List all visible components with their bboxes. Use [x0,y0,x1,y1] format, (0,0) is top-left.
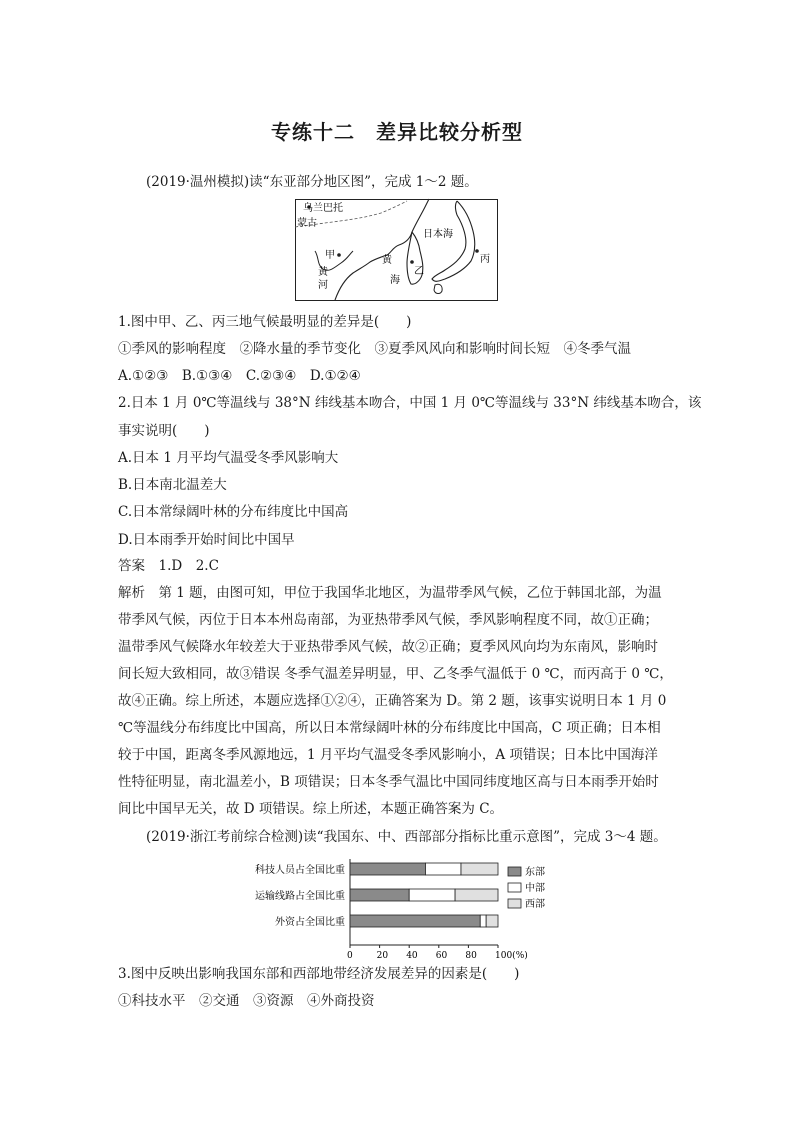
q1-choices: A.①②③ B.①③④ C.②③④ D.①②④ [118,368,361,384]
q2-option-c: C.日本常绿阔叶林的分布纬度比中国高 [118,504,349,520]
legend-label: 中部 [525,883,545,894]
category-label: 外资占全国比重 [275,917,345,928]
analysis-line-7: 较于中国，距离冬季风源地远，1 月平均气温受冬季风影响小，A 项错误；日本比中国海洋 [118,747,658,763]
label-yellow-sea-2: 海 [390,275,400,286]
legend-label: 东部 [525,867,545,878]
bar-segment [350,863,425,875]
analysis-line-4: 间长短大致相同，故③错误 冬季气温差异明显，甲、乙冬季气温低于 0 ℃，而丙高于 0 ℃， [118,666,673,682]
intro-q3-4: (2019·浙江考前综合检测)读“我国东、中、西部部分指标比重示意图”，完成 3～4 题。 [146,829,667,845]
label-jia: 甲 [325,250,335,261]
q1-options: ①季风的影响程度 ②降水量的季节变化 ③夏季风风向和影响时间长短 ④冬季气温 [118,341,631,357]
answer-text: 1.D 2.C [145,558,219,574]
analysis-line-1 [118,584,678,602]
x-tick-label: 100(%) [495,951,528,961]
label-yi: 乙 [414,266,424,277]
q2-stem-line1: 2.日本 1 月 0℃等温线与 38°N 纬线基本吻合，中国 1 月 0℃等温线与 33°N 纬线基本吻合，该 [118,395,702,411]
bar-segment [461,863,498,875]
analysis-line-2: 带季风气候，丙位于日本本州岛南部，为亚热带季风气候，季风影响程度不同，故①正确； [118,612,658,628]
analysis-label: 解析 [118,585,145,601]
point-bing [475,249,479,253]
category-label: 科技人员占全国比重 [255,865,345,876]
x-tick-label: 20 [376,951,389,961]
point-jia [337,253,341,257]
analysis-line-6: ℃等温线分布纬度比中国高，所以日本常绿阔叶林的分布纬度比中国高，C 项正确；日本相 [118,720,661,736]
label-yellow-river-1: 黄 [318,267,328,278]
bar-segment [350,889,409,901]
label-sea-of-japan: 日本海 [423,229,453,240]
bar-segment [455,889,498,901]
bar-segment [409,889,455,901]
x-tick-label: 80 [465,951,477,961]
x-tick-label: 40 [406,951,418,961]
q2-option-a: A.日本 1 月平均气温受冬季风影响大 [118,450,339,466]
label-mongolia: 蒙古 [297,218,317,229]
x-tick-label: 0 [347,951,353,961]
analysis-text-1: 第 1 题，由图可知，甲位于我国华北地区，为温带季风气候，乙位于韩国北部，为温 [145,585,662,601]
analysis-line-3: 温带季风气候降水年较差大于亚热带季风气候，故②正确；夏季风风向均为东南风，影响时 [118,639,658,655]
answer-line [118,557,678,575]
q2-option-b: B.日本南北温差大 [118,477,227,493]
q3-options: ①科技水平 ②交通 ③资源 ④外商投资 [118,993,375,1009]
legend-swatch [508,867,521,876]
bar-segment [425,863,461,875]
analysis-line-5: 故④正确。综上所述，本题应选择①②④，正确答案为 D。第 2 题，该事实说明日本 1 月 0 [118,693,667,709]
label-ulaanbaatar: 乌兰巴托 [303,203,343,214]
page-title: 专练十二 差异比较分析型 [271,120,523,144]
q2-option-d: D.日本雨季开始时间比中国早 [118,532,295,548]
label-yellow-sea-1: 黄 [382,255,392,266]
q3-stem: 3.图中反映出影响我国东部和西部地带经济发展差异的因素是( ) [118,966,520,982]
bar-segment [350,915,480,927]
answer-label: 答案 [118,558,145,574]
legend-swatch [508,899,521,908]
indicator-bar-chart [240,853,560,961]
east-asia-map [295,199,498,301]
q2-stem-line2: 事实说明( ) [118,423,210,439]
x-tick-label: 60 [435,951,448,961]
analysis-line-9: 间比中国早无关，故 D 项错误。综上所述，本题正确答案为 C。 [118,801,504,817]
label-bing: 丙 [480,254,490,265]
legend-label: 西部 [525,899,545,910]
category-label: 运输线路占全国比重 [255,891,345,902]
bar-segment [486,915,498,927]
q1-stem: 1.图中甲、乙、丙三地气候最明显的差异是( ) [118,314,412,330]
label-yellow-river-2: 河 [318,280,328,291]
intro-q1-2: (2019·温州模拟)读“东亚部分地区图”，完成 1～2 题。 [146,174,478,190]
analysis-line-8: 性特征明显，南北温差小，B 项错误；日本冬季气温比中国同纬度地区高与日本雨季开始时 [118,774,659,790]
bar-segment [480,915,486,927]
legend-swatch [508,883,521,892]
point-yi [410,260,414,264]
